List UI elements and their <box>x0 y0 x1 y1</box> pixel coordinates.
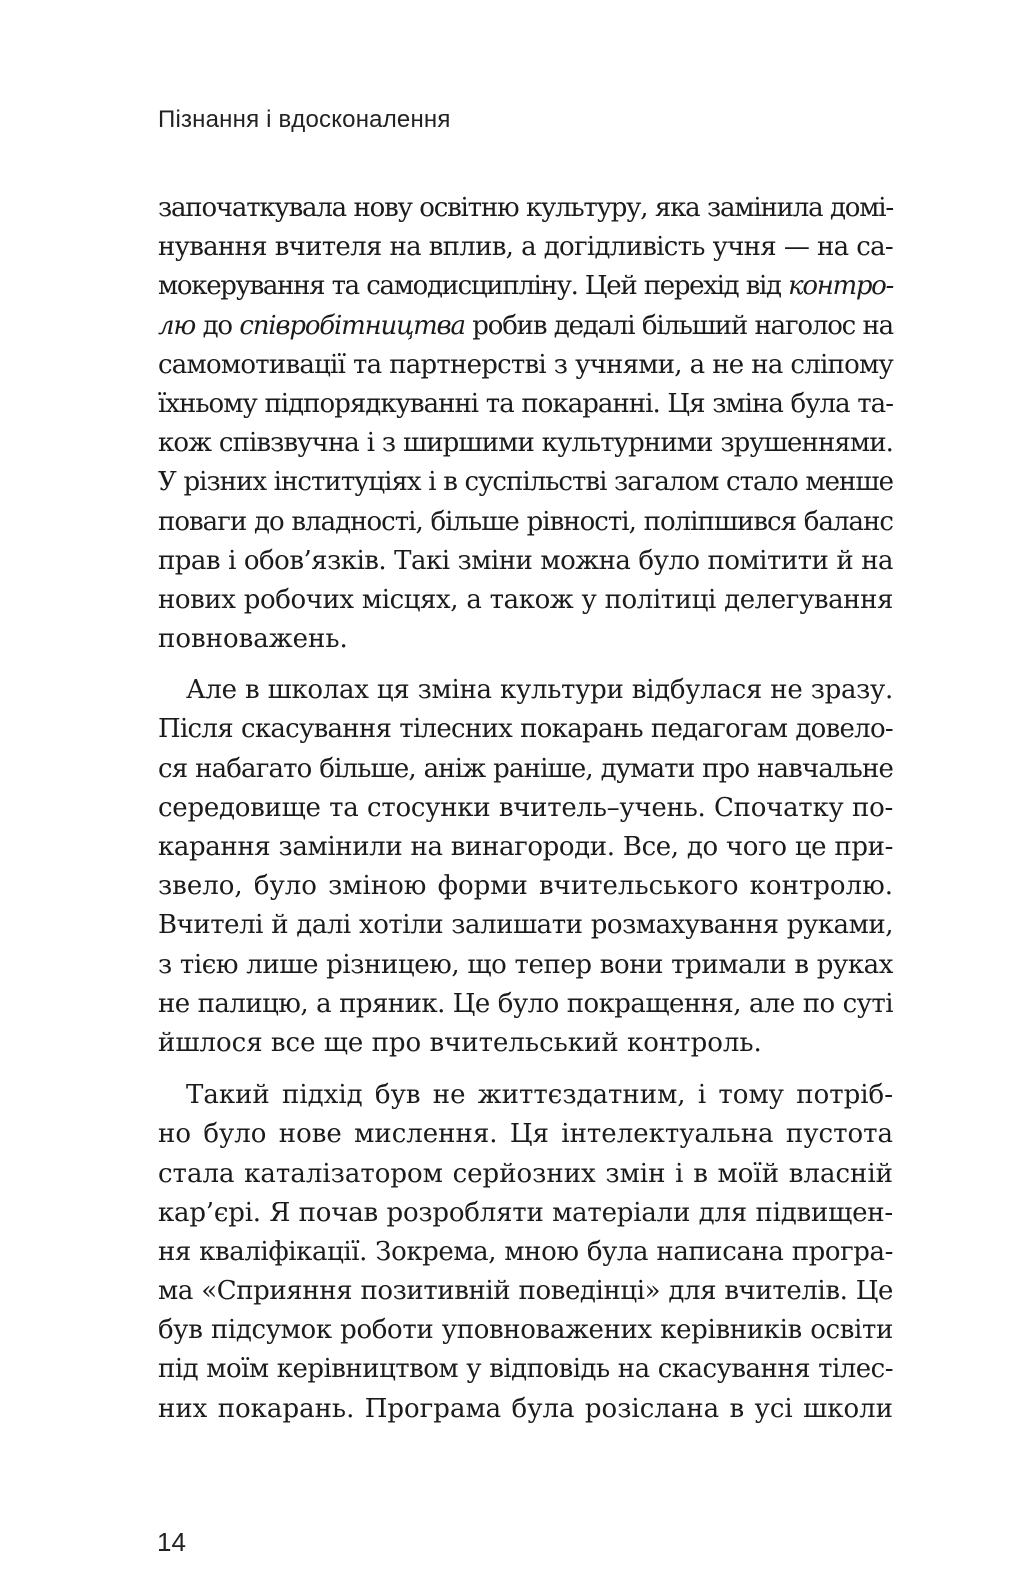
paragraph-spacer <box>158 659 893 671</box>
text-line: самомотивації та партнерстві з учнями, а не на сліпому <box>158 349 893 380</box>
text-line: нових робочих місцях, а також у політиці делегування <box>158 584 893 615</box>
text-line: ся набагато більше, аніж раніше, думати про навчальне <box>158 753 893 784</box>
text-line: кар’єрі. Я почав розробляти матеріали для підвищен- <box>158 1197 893 1228</box>
paragraph <box>158 189 893 659</box>
text-line: повноважень. <box>158 624 348 655</box>
text-segment: до <box>202 310 232 341</box>
text-line: ня кваліфікації. Зокрема, мною була написана програ- <box>158 1236 893 1267</box>
text-segment: мокерування та самодисципліну. Цей перехід від <box>158 271 781 302</box>
paragraph-spacer <box>158 1063 893 1076</box>
text-line: Вчителі й далі хотіли залишати розмахування руками, <box>158 910 893 941</box>
running-head: Пізнання і вдосконалення <box>158 106 451 133</box>
body-text <box>158 189 893 1429</box>
emphasis: лю <box>158 310 196 341</box>
text-segment: робив дедалі більший наголос на <box>472 310 893 341</box>
text-line: кож співзвучна і з ширшими культурними зрушеннями. <box>158 428 893 459</box>
text-line: їхньому підпорядкуванні та покаранні. Ця зміна була та- <box>158 388 893 419</box>
emphasis: співробітництва <box>239 310 465 341</box>
text-line <box>158 307 893 346</box>
text-line: був підсумок роботи уповноважених керівників освіти <box>158 1315 893 1346</box>
text-line: но було нове мислення. Ця інтелектуальна пустота <box>158 1119 893 1150</box>
text-line: середовище та стосунки вчитель–учень. Спочатку по- <box>158 792 893 823</box>
text-line: не палицю, а пряник. Це було покращення, але по суті <box>158 988 893 1019</box>
text-line: карання замінили на винагороди. Все, до чого це при- <box>158 832 893 862</box>
text-line: йшлося все ще про вчительський контроль. <box>158 1027 762 1058</box>
text-line: У різних інституціях і в суспільстві загалом стало менше <box>158 467 893 498</box>
text-line: звело, було зміною форми вчительського контролю. <box>158 871 893 902</box>
paragraph <box>158 671 893 1063</box>
text-line: Після скасування тілесних покарань педагогам довело- <box>158 714 893 745</box>
text-line: поваги до владності, більше рівності, поліпшився баланс <box>158 506 893 537</box>
text-line: стала каталізатором серйозних змін і в моїй власній <box>158 1158 893 1189</box>
text-line: нування вчителя на вплив, а догідливість учня — на са- <box>158 232 893 263</box>
emphasis: контро- <box>788 271 893 302</box>
text-line: них покарань. Програма була розіслана в усі школи <box>158 1393 893 1424</box>
paragraph <box>158 1076 893 1429</box>
text-line: прав і обов’язків. Такі зміни можна було помітити й на <box>158 545 893 576</box>
text-line: з тією лише різницею, що тепер вони тримали в руках <box>158 949 893 980</box>
page-number: 14 <box>157 1527 186 1557</box>
text-line: започаткувала нову освітню культуру, яка замінила домі- <box>158 193 893 223</box>
text-line <box>158 267 893 306</box>
text-line: під моїм керівництвом у відповідь на скасування тілес- <box>158 1354 893 1385</box>
text-line: ма «Сприяння позитивній поведінці» для вчителів. Це <box>158 1276 893 1307</box>
text-line: Але в школах ця зміна культури відбулася не зразу. <box>186 675 893 706</box>
text-line: Такий підхід був не життєздатним, і тому потріб- <box>186 1080 893 1111</box>
